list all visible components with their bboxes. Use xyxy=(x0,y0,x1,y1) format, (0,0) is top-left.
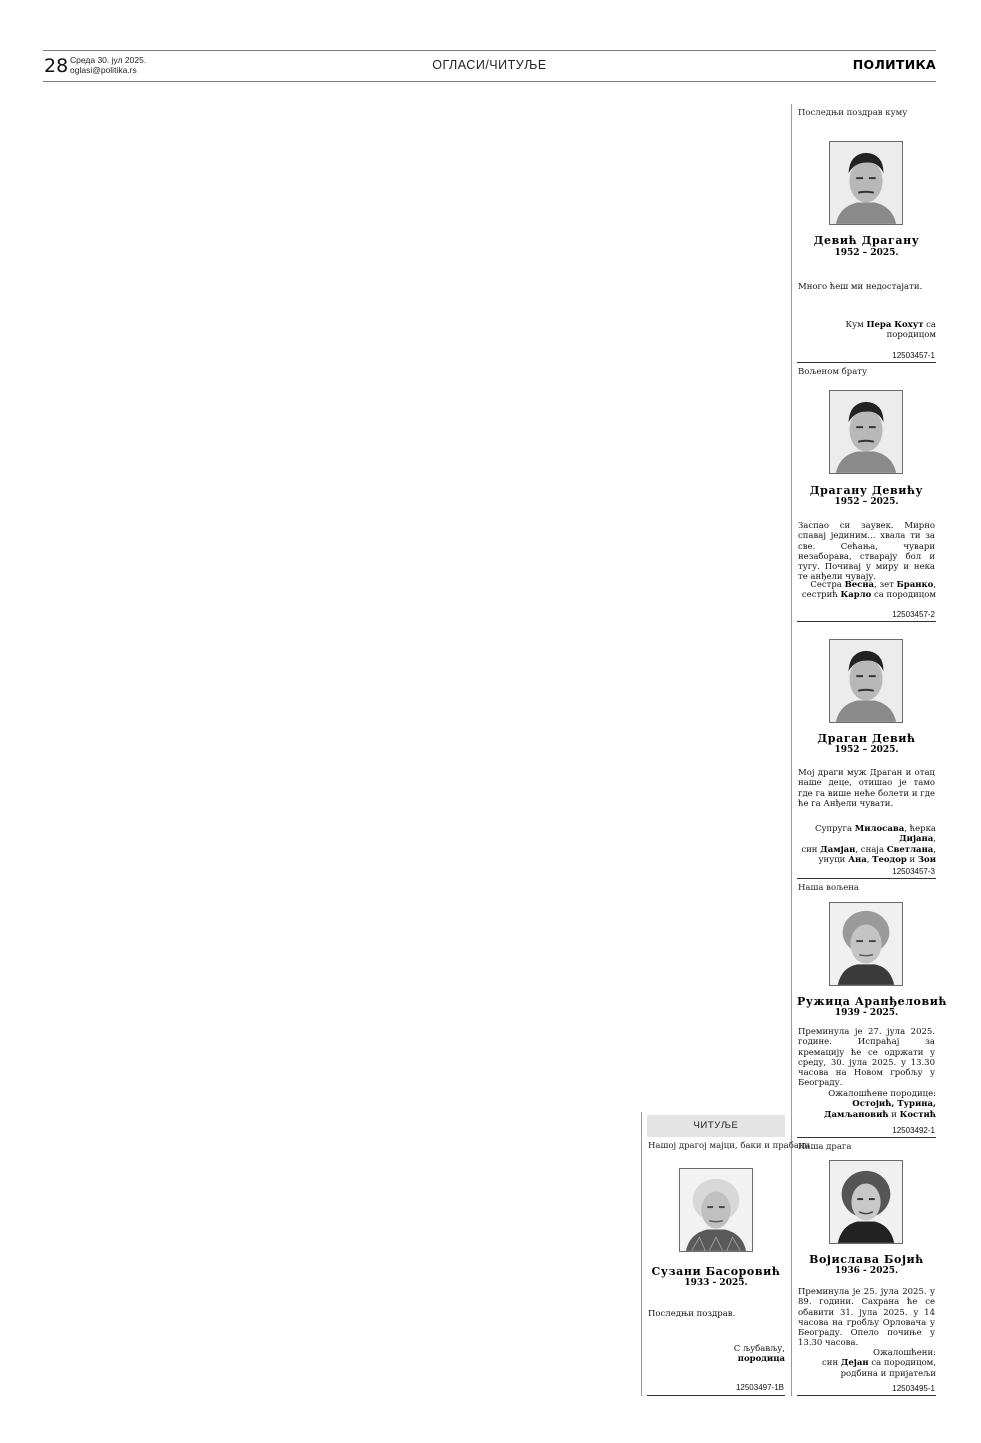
sig-name: Ана xyxy=(848,854,867,865)
ad-code: 12503457-2 xyxy=(892,610,935,619)
sig-name: Дејан xyxy=(840,1358,869,1369)
notice-text: Много ћеш ми недостајати. xyxy=(798,282,923,292)
notice-signature xyxy=(797,1089,936,1120)
sig-text: Ожалошћене породице: xyxy=(828,1089,936,1099)
notice-signature xyxy=(647,1344,785,1365)
notice-text: Последњи поздрав. xyxy=(648,1309,736,1319)
sig-text: Сестра xyxy=(810,580,845,590)
sig-text: и xyxy=(906,854,918,865)
sig-text: , зет xyxy=(874,580,897,590)
obituary-notice xyxy=(647,1115,810,1396)
deceased-name: Драган Девић xyxy=(817,732,916,745)
notice-text: Преминула је 27. јула 2025. године. Испраћај за кремацију ће се одржати у среду, 30. јула 2025. у 13.30 часова на Новом гробљу у Београду. xyxy=(798,1027,935,1089)
sig-name: породица xyxy=(737,1354,785,1365)
sig-text: и xyxy=(888,1109,900,1120)
notice-intro: Наша вољена xyxy=(798,883,859,893)
deceased-name: Девић Драгану xyxy=(813,234,920,247)
portrait-photo xyxy=(829,902,903,986)
portrait-photo xyxy=(829,1160,903,1244)
deceased-name: Ружица Аранђеловић xyxy=(797,995,948,1008)
portrait-photo xyxy=(679,1168,753,1252)
newspaper-logo: ПОЛИТИКА xyxy=(852,57,936,72)
sig-text: сестрић xyxy=(801,590,841,601)
sig-text: , xyxy=(866,854,873,865)
sig-name: Карло xyxy=(840,590,872,601)
notice-intro: Вољеном брату xyxy=(798,367,867,377)
sig-text: са породицом xyxy=(871,590,936,601)
sig-text: , xyxy=(933,580,936,590)
sig-text: С љубављу, xyxy=(733,1344,785,1354)
header-bottom-rule xyxy=(43,81,936,82)
sig-name: Дијана xyxy=(899,834,934,845)
deceased-name: Војислава Бојић xyxy=(809,1253,924,1266)
issue-date: Среда 30. јул 2025. xyxy=(70,55,147,65)
life-years: 1939 - 2025. xyxy=(834,1008,899,1018)
portrait-man-image xyxy=(830,142,902,224)
ad-code: 12503457-1 xyxy=(892,351,935,360)
sig-text: унуци xyxy=(818,854,849,865)
life-years: 1933 - 2025. xyxy=(684,1278,748,1288)
obituary-notice xyxy=(797,879,948,1138)
obituary-notice xyxy=(797,622,936,879)
page-header xyxy=(43,52,936,80)
deceased-name: Драгану Девићу xyxy=(809,484,924,497)
portrait-woman-image xyxy=(830,903,902,985)
life-years: 1936 - 2025. xyxy=(834,1266,899,1276)
sig-text: син xyxy=(822,1358,841,1369)
notice-signature xyxy=(797,580,936,601)
sig-name: Зои xyxy=(917,854,936,865)
sig-text: родбина и пријатељи xyxy=(840,1368,936,1379)
sig-text: Ожалошћени: xyxy=(873,1348,936,1358)
life-years: 1952 – 2025. xyxy=(834,248,899,258)
portrait-photo xyxy=(829,141,903,225)
sig-name: Дамљановић xyxy=(823,1109,889,1120)
sig-name: Остојић, Турина, xyxy=(852,1099,936,1110)
notice-bottom-rule xyxy=(797,1395,936,1396)
portrait-woman-image xyxy=(680,1169,752,1251)
ad-code: 12503457-3 xyxy=(892,867,935,876)
sig-text: син xyxy=(801,844,821,855)
sig-text: , xyxy=(933,834,936,845)
obituary-notice xyxy=(797,363,936,622)
sig-text: , ћерка xyxy=(904,824,936,834)
portrait-man-image xyxy=(830,640,902,722)
notice-signature xyxy=(797,824,936,865)
sig-text: Супруга xyxy=(814,824,855,834)
notice-text: Заспао си заувек. Мирно спавај јединим... хвала ти за све. Сећања, чувари незаборава, стварају бол и тугу. Почивај у миру и нека те анђели чувају. xyxy=(798,521,935,583)
sig-name: Милосава xyxy=(854,824,905,834)
ad-code: 12503497-1В xyxy=(735,1383,784,1392)
sig-name: Пера Кохут xyxy=(866,320,924,330)
obituary-notice xyxy=(797,1138,936,1396)
portrait-man-image xyxy=(830,391,902,473)
notice-intro: Последњи поздрав куму xyxy=(798,108,908,118)
ad-code: 12503492-1 xyxy=(892,1126,935,1135)
notice-signature xyxy=(797,1348,936,1379)
page-number: 28 xyxy=(44,55,69,77)
sig-text: са породицом xyxy=(886,320,936,341)
notice-intro: Нашој драгој мајци, баки и прабаки xyxy=(648,1141,810,1151)
sig-name: Костић xyxy=(899,1109,936,1120)
life-years: 1952 – 2025. xyxy=(834,745,899,755)
sig-text: , снаја xyxy=(855,844,887,855)
sig-text: са породицом, xyxy=(868,1358,936,1369)
column-divider-left xyxy=(641,1112,642,1396)
notice-intro: Наша драга xyxy=(798,1142,852,1152)
life-years: 1952 – 2025. xyxy=(834,497,899,507)
portrait-photo xyxy=(829,390,903,474)
notice-text: Мој драги муж Драган и отац наше деце, отишао је тамо где га више неће болети и где ће га Анђели чувати. xyxy=(798,768,935,809)
portrait-woman-image xyxy=(830,1161,902,1243)
portrait-photo xyxy=(829,639,903,723)
sig-name: Бранко xyxy=(896,580,934,590)
notice-signature xyxy=(797,320,936,341)
contact-email[interactable]: oglasi@politika.rs xyxy=(70,64,137,75)
section-title: ОГЛАСИ/ЧИТУЉЕ xyxy=(432,58,547,72)
header-top-rule xyxy=(43,50,936,51)
column-divider-right xyxy=(791,104,792,1396)
sig-name: Весна xyxy=(844,580,875,590)
ad-code: 12503495-1 xyxy=(892,1384,935,1393)
notice-bottom-rule xyxy=(647,1395,785,1396)
notice-text: Преминула је 25. јула 2025. у 89. години. Сахрана ће се обавити 31. јула 2025. у 14 часова на гробљу Орловача у Београду. Опело почиње у 13.30 часова. xyxy=(798,1287,935,1349)
deceased-name: Сузани Басоровић xyxy=(651,1265,781,1278)
sig-text: , xyxy=(933,844,936,855)
sig-name: Светлана xyxy=(886,844,934,855)
section-tag: ЧИТУЉЕ xyxy=(647,1115,785,1137)
sig-name: Теодор xyxy=(872,854,907,865)
sig-name: Дамјан xyxy=(820,844,856,855)
sig-text: Кум xyxy=(845,320,867,330)
obituary-notice xyxy=(797,104,936,363)
